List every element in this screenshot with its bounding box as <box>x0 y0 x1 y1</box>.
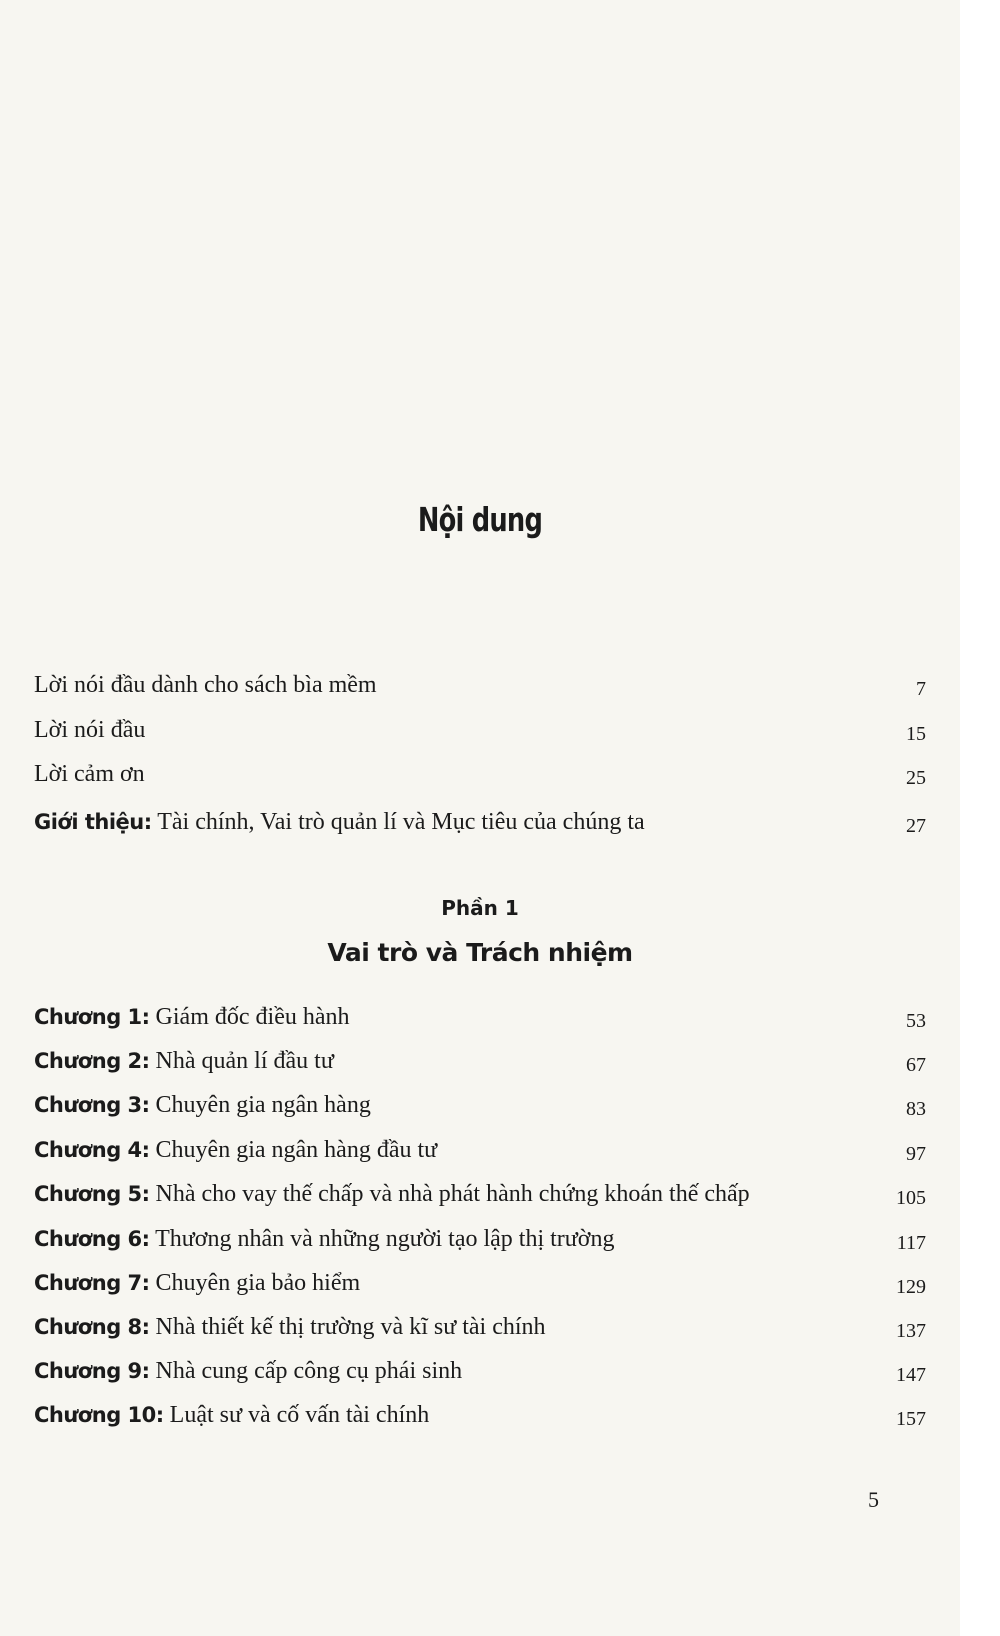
toc-entry-introduction <box>34 805 924 839</box>
toc-entry-prefix: Chương 2: <box>34 1049 150 1073</box>
toc-entry-page: 53 <box>906 1010 926 1032</box>
toc-entry-page: 67 <box>906 1054 926 1076</box>
toc-entry-prefix: Chương 5: <box>34 1182 150 1206</box>
toc-entry-label <box>34 1354 462 1388</box>
toc-entry-prefix: Chương 3: <box>34 1093 150 1117</box>
toc-entry-chapter-5 <box>34 1177 924 1211</box>
toc-entry-page: 25 <box>906 767 926 789</box>
toc-entry-chapter-10 <box>34 1398 924 1432</box>
toc-entry-page: 27 <box>906 815 926 837</box>
toc-entry-prefix: Chương 4: <box>34 1138 150 1162</box>
toc-entry-label <box>34 1177 750 1211</box>
toc-entry-text: Thương nhân và những người tạo lập thị trường <box>155 1226 615 1252</box>
toc-entry-chapter-8 <box>34 1310 924 1344</box>
toc-entry-page: 15 <box>906 723 926 745</box>
toc-entry-chapter-3 <box>34 1088 924 1122</box>
part-label: Phần 1 <box>441 896 519 920</box>
toc-entry-prefix: Chương 9: <box>34 1359 150 1383</box>
toc-entry-label <box>34 1133 437 1167</box>
toc-entry-prefix: Chương 1: <box>34 1005 150 1029</box>
page-title: Nội dung <box>417 500 543 539</box>
toc-entry-prefix: Chương 7: <box>34 1271 150 1295</box>
toc-entry-page: 147 <box>896 1364 926 1386</box>
toc-entry-text: Luật sư và cố vấn tài chính <box>169 1402 430 1428</box>
toc-entry-page: 129 <box>896 1276 926 1298</box>
toc-entry-page: 7 <box>916 678 926 700</box>
toc-entry-acknowledgements <box>34 757 924 791</box>
toc-entry-label <box>34 1000 350 1034</box>
toc-entry-page: 105 <box>896 1187 926 1209</box>
toc-entry-text: Chuyên gia ngân hàng đầu tư <box>155 1137 438 1163</box>
toc-entry-text: Chuyên gia ngân hàng <box>155 1092 371 1118</box>
toc-entry-page: 83 <box>906 1098 926 1120</box>
toc-entry-preface-paperback <box>34 668 924 702</box>
toc-entry-text: Giám đốc điều hành <box>155 1004 350 1030</box>
toc-entry-label <box>34 805 645 839</box>
toc-entry-preface <box>34 713 924 747</box>
toc-entry-prefix: Chương 6: <box>34 1227 150 1251</box>
toc-entry-chapter-6 <box>34 1222 924 1256</box>
toc-entry-label <box>34 1398 429 1432</box>
toc-entry-label: Lời nói đầu dành cho sách bìa mềm <box>34 672 377 698</box>
toc-entry-label <box>34 1266 360 1300</box>
toc-entry-label <box>34 1222 615 1256</box>
toc-entry-label: Lời nói đầu <box>34 717 146 743</box>
toc-entry-chapter-7 <box>34 1266 924 1300</box>
toc-entry-text: Nhà quản lí đầu tư <box>155 1048 334 1074</box>
part-title: Vai trò và Trách nhiệm <box>327 938 633 967</box>
toc-entry-label <box>34 1310 546 1344</box>
toc-entry-chapter-4 <box>34 1133 924 1167</box>
toc-entry-page: 117 <box>896 1232 926 1254</box>
toc-entry-prefix: Chương 8: <box>34 1315 150 1339</box>
toc-entry-text: Tài chính, Vai trò quản lí và Mục tiêu của chúng ta <box>157 809 645 835</box>
toc-entry-text: Nhà cho vay thế chấp và nhà phát hành chứng khoán thế chấp <box>155 1181 750 1207</box>
toc-entry-label <box>34 1044 334 1078</box>
toc-entry-prefix: Giới thiệu: <box>34 810 152 834</box>
toc-entry-text: Chuyên gia bảo hiểm <box>155 1270 361 1296</box>
page-number: 5 <box>868 1487 879 1512</box>
toc-entry-chapter-9 <box>34 1354 924 1388</box>
toc-entry-chapter-2 <box>34 1044 924 1078</box>
toc-entry-text: Nhà thiết kế thị trường và kĩ sư tài chính <box>155 1314 546 1340</box>
toc-entry-text: Nhà cung cấp công cụ phái sinh <box>155 1358 463 1384</box>
page-edge <box>960 0 1000 1636</box>
toc-entry-prefix: Chương 10: <box>34 1403 164 1427</box>
toc-entry-label: Lời cảm ơn <box>34 761 145 787</box>
toc-entry-page: 137 <box>896 1320 926 1342</box>
toc-entry-label <box>34 1088 371 1122</box>
toc-entry-page: 157 <box>896 1408 926 1430</box>
toc-entry-page: 97 <box>906 1143 926 1165</box>
toc-entry-chapter-1 <box>34 1000 924 1034</box>
